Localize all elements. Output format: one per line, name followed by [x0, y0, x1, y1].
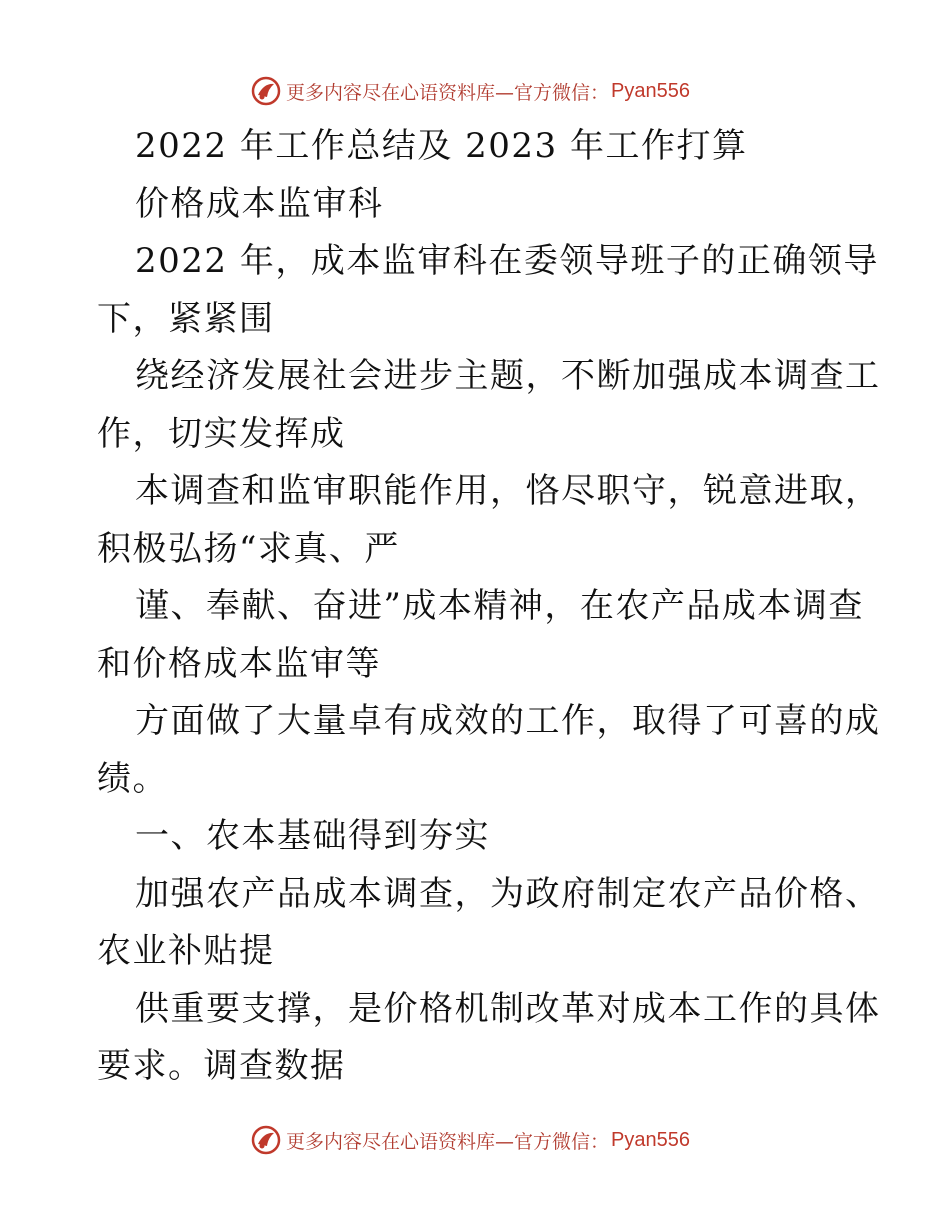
- paragraph-line: 方面做了大量卓有成效的工作，取得了可喜的成: [135, 701, 881, 741]
- footer-banner-content: [250, 1124, 690, 1156]
- banner-wechat-id: Pyan556: [611, 79, 690, 102]
- paragraph-line: 2022 年，成本监审科在委领导班子的正确领导: [135, 241, 879, 281]
- paragraph-line: 农业补贴提: [97, 931, 275, 971]
- banner-wechat-id: Pyan556: [611, 1128, 690, 1151]
- doc-department: 价格成本监审科: [135, 183, 384, 224]
- footer-banner: [0, 1122, 950, 1158]
- brand-logo-icon: [250, 75, 282, 107]
- paragraph-line: 积极弘扬“求真、严: [97, 528, 400, 569]
- document-body: [97, 118, 881, 1096]
- paragraph-line: 本调查和监审职能作用，恪尽职守，锐意进取，: [135, 471, 881, 511]
- banner-text: 更多内容尽在心语资料库—官方微信：: [286, 81, 610, 104]
- paragraph-line: 要求。调查数据: [97, 1046, 346, 1086]
- brand-logo-icon: [250, 1124, 282, 1156]
- paragraph-line: 谨、奉献、奋进”成本精神，在农产品成本调查: [135, 586, 864, 626]
- paragraph-line: 绩。: [97, 758, 168, 799]
- paragraph-line: 作，切实发挥成: [97, 413, 346, 454]
- header-banner: [0, 73, 950, 109]
- header-banner-content: [250, 75, 690, 107]
- section-heading: 一、农本基础得到夯实: [135, 816, 490, 856]
- paragraph-line: 供重要支撑，是价格机制改革对成本工作的具体: [135, 988, 881, 1029]
- paragraph-line: 和价格成本监审等: [97, 643, 381, 684]
- paragraph-line: 绕经济发展社会进步主题，不断加强成本调查工: [135, 356, 881, 396]
- paragraph-line: 下，紧紧围: [97, 298, 275, 339]
- paragraph-line: 加强农产品成本调查，为政府制定农产品价格、: [135, 873, 881, 914]
- banner-text: 更多内容尽在心语资料库—官方微信：: [286, 1130, 610, 1153]
- doc-title: 2022 年工作总结及 2023 年工作打算: [135, 126, 748, 166]
